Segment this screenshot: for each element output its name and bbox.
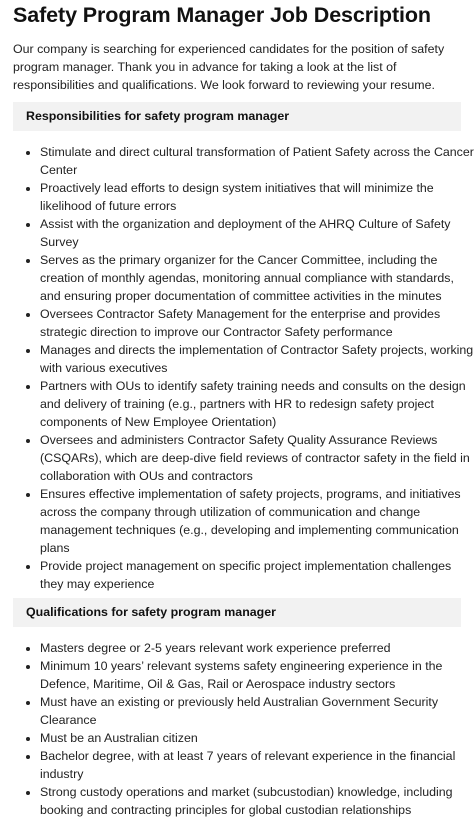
list-item: • Serves as the primary organizer for the Cancer Committee, including the creation of monthly agendas, monitoring annual compliance with standards, and ensuring proper documentation of committee activities in the minutes [40, 251, 474, 305]
list-item: • Strong custody operations and market (subcustodian) knowledge, including booking and contracting principles for global custodian relationships [40, 783, 474, 819]
list-item: • Assist with the organization and deployment of the AHRQ Culture of Safety Survey [40, 215, 474, 251]
responsibilities-heading: Responsibilities for safety program manager [13, 102, 461, 131]
list-item: • Stimulate and direct cultural transformation of Patient Safety across the Cancer Center [40, 143, 474, 179]
list-item: • Bachelor degree, with at least 7 years of relevant experience in the financial industry [40, 747, 474, 783]
list-item: • Proactively lead efforts to design system initiatives that will minimize the likelihood of future errors [40, 179, 474, 215]
list-item: • Manages and directs the implementation of Contractor Safety projects, working with various executives [40, 341, 474, 377]
list-item: • Must be an Australian citizen [40, 729, 474, 747]
qualifications-heading: Qualifications for safety program manager [13, 598, 461, 627]
list-item: • Minimum 10 years’ relevant systems safety engineering experience in the Defence, Maritime, Oil & Gas, Rail or Aerospace industry sectors [40, 657, 474, 693]
page-title: Safety Program Manager Job Description [13, 3, 431, 27]
list-item: • Oversees and administers Contractor Safety Quality Assurance Reviews (CSQARs), which are deep-dive field reviews of contractor safety in the field in collaboration with OUs and contractors [40, 431, 474, 485]
list-item: • Ensures effective implementation of safety projects, programs, and initiatives across the company through utilization of communication and change management techniques (e.g., developing and implementing communication plans [40, 485, 474, 557]
intro-paragraph: Our company is searching for experienced candidates for the position of safety program manager. Thank you in advance for taking a look at the list of responsibilities and qualifications. We look forward to reviewing your resume. [13, 42, 445, 92]
list-item: • Must have an existing or previously held Australian Government Security Clearance [40, 693, 474, 729]
list-item: • Masters degree or 2-5 years relevant work experience preferred [40, 639, 474, 657]
list-item: • Oversees Contractor Safety Management for the enterprise and provides strategic direction to improve our Contractor Safety performance [40, 305, 474, 341]
responsibilities-list [21, 143, 474, 593]
list-item: • Provide project management on specific project implementation challenges they may experience [40, 557, 474, 593]
list-item: • Partners with OUs to identify safety training needs and consults on the design and delivery of training (e.g., partners with HR to redesign safety project components of New Employee Orientation) [40, 377, 474, 431]
qualifications-list [21, 639, 474, 819]
